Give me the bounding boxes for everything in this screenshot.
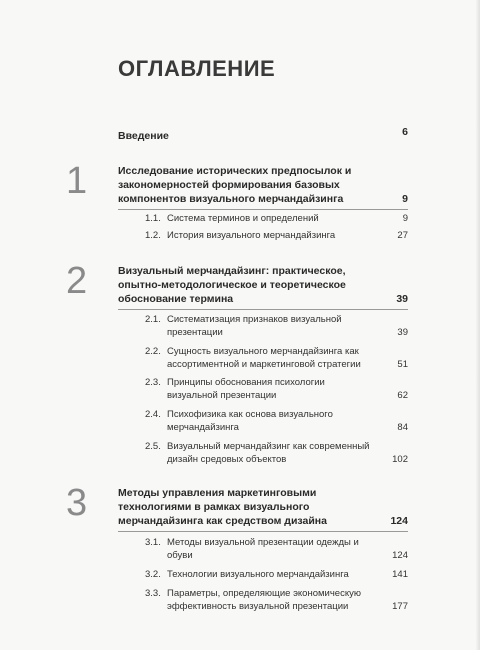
section-number: 2.5. xyxy=(145,441,161,452)
section-number: 1.1. xyxy=(145,213,161,224)
section-title: Психофизика как основа визуального мерчандайзинга xyxy=(167,409,333,433)
chapter-heading[interactable] xyxy=(118,486,408,528)
section-item[interactable] xyxy=(145,229,408,242)
chapter-page: 124 xyxy=(390,515,408,527)
section-page: 27 xyxy=(397,230,408,241)
chapter-number: 3 xyxy=(66,482,88,524)
section-item[interactable] xyxy=(145,440,408,466)
section-item[interactable] xyxy=(145,587,408,613)
chapter-title: Визуальный мерчандайзинг: практическое, опытно-методологическое и теоретическое обоснование термина xyxy=(118,265,346,305)
section-item[interactable] xyxy=(145,376,408,402)
section-page: 9 xyxy=(402,213,408,224)
section-item[interactable] xyxy=(145,345,408,371)
chapter-title: Исследование исторических предпосылок и закономерностей формирования базовых компонентов визуального мерчандайзинга xyxy=(118,165,352,205)
section-number: 2.2. xyxy=(145,346,161,357)
chapter-page: 39 xyxy=(396,293,408,305)
section-title: Технологии визуального мерчандайзинга xyxy=(167,569,349,580)
section-number: 1.2. xyxy=(145,230,161,241)
intro-label: Введение xyxy=(118,130,169,142)
section-title: Система терминов и определений xyxy=(167,213,319,224)
section-title: Визуальный мерчандайзинг как современный дизайн средовых объектов xyxy=(167,441,370,465)
chapter-heading[interactable] xyxy=(118,264,408,306)
section-title: Методы визуальной презентации одежды и обуви xyxy=(167,537,359,561)
section-page: 141 xyxy=(392,569,408,580)
section-title: Систематизация признаков визуальной презентации xyxy=(167,314,342,338)
section-number: 2.3. xyxy=(145,377,161,388)
section-title: Сущность визуального мерчандайзинга как ассортиментной и маркетинговой стратегии xyxy=(167,346,361,370)
section-page: 124 xyxy=(392,550,408,561)
section-number: 3.3. xyxy=(145,588,161,599)
section-page: 62 xyxy=(397,390,408,401)
chapter-heading[interactable] xyxy=(118,164,408,206)
chapter-title: Методы управления маркетинговыми технологиями в рамках визуального мерчандайзинга как средством дизайна xyxy=(118,487,327,527)
section-title: История визуального мерчандайзинга xyxy=(167,230,336,241)
section-title: Параметры, определяющие экономическую эффективность визуальной презентации xyxy=(167,588,361,612)
section-item[interactable] xyxy=(145,313,408,339)
chapter-divider xyxy=(118,209,408,210)
section-number: 3.2. xyxy=(145,569,161,580)
section-page: 102 xyxy=(392,454,408,465)
chapter-divider xyxy=(118,531,408,532)
section-page: 39 xyxy=(397,327,408,338)
chapter-divider xyxy=(118,309,408,310)
section-title: Принципы обоснования психологии визуальной презентации xyxy=(167,377,325,401)
chapter-number: 1 xyxy=(66,160,88,202)
section-item[interactable] xyxy=(145,408,408,434)
chapter-page: 9 xyxy=(402,193,408,205)
section-number: 2.1. xyxy=(145,314,161,325)
section-number: 2.4. xyxy=(145,409,161,420)
intro-page: 6 xyxy=(402,126,408,138)
section-page: 84 xyxy=(397,422,408,433)
section-page: 51 xyxy=(397,359,408,370)
section-item[interactable] xyxy=(145,536,408,562)
toc-entry-intro[interactable] xyxy=(118,126,408,144)
toc-title: ОГЛАВЛЕНИЕ xyxy=(118,56,276,81)
section-item[interactable] xyxy=(145,568,408,581)
chapter-number: 2 xyxy=(66,260,88,302)
section-page: 177 xyxy=(392,601,408,612)
section-item[interactable] xyxy=(145,212,408,225)
section-number: 3.1. xyxy=(145,537,161,548)
